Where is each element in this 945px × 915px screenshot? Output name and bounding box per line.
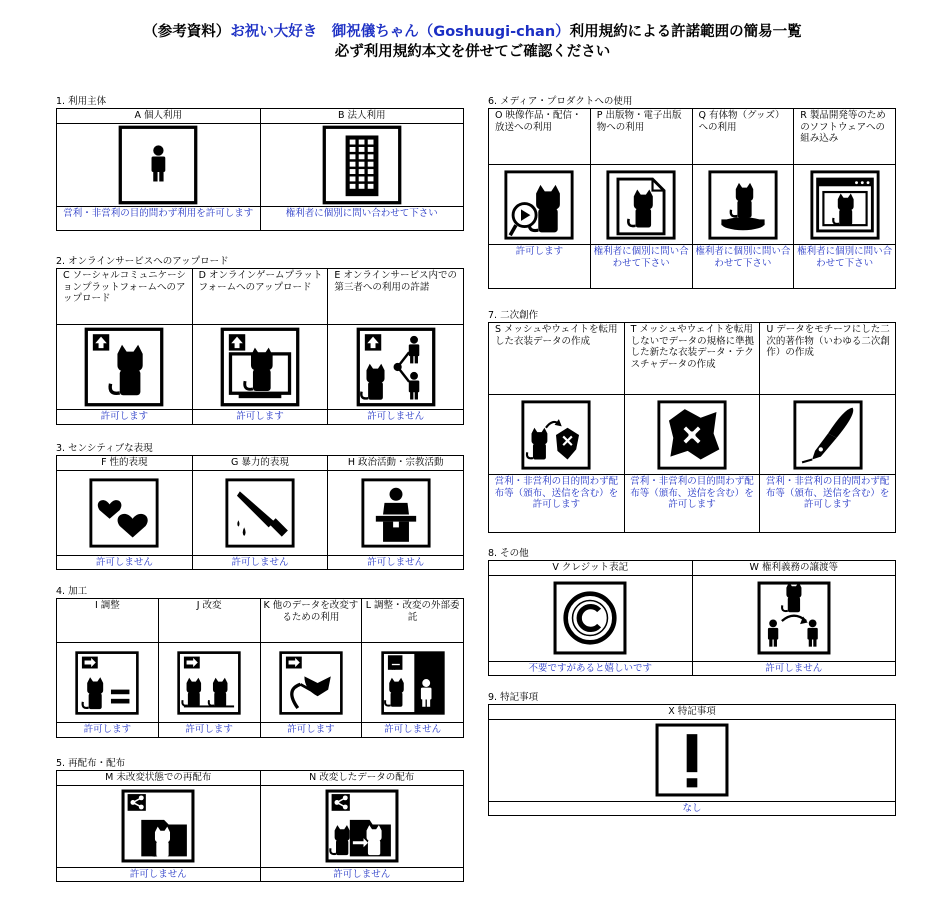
item-label: M 未改変状態での再配布 — [105, 772, 212, 783]
item-label-cell — [489, 705, 896, 720]
section-s3 — [56, 443, 464, 570]
item-icon-cell — [260, 643, 362, 723]
item-label-cell — [260, 599, 362, 643]
copyright-icon — [552, 580, 628, 656]
item-icon-cell — [794, 165, 896, 245]
item-label-cell — [489, 323, 625, 395]
goods-icon — [707, 169, 779, 241]
item-icon-cell — [489, 395, 625, 475]
item-icon-cell — [328, 470, 464, 555]
item-label: V クレジット表記 — [552, 562, 629, 573]
item-label-cell — [57, 599, 159, 643]
item-icon-cell — [489, 575, 693, 661]
license-table — [488, 322, 896, 533]
section-s8 — [488, 548, 896, 676]
item-label-cell — [328, 269, 464, 325]
upload-avatar-icon — [83, 326, 165, 408]
item-label-cell — [489, 109, 591, 165]
adjust-icon — [74, 650, 140, 716]
item-status: 許可しません — [57, 555, 193, 570]
item-label-cell — [158, 599, 260, 643]
podium-icon — [360, 477, 432, 549]
item-icon-cell — [489, 165, 591, 245]
license-table — [56, 268, 464, 425]
item-status: 不要ですがあると嬉しいです — [489, 661, 693, 676]
item-icon-cell — [590, 165, 692, 245]
section-s7 — [488, 310, 896, 533]
item-label-cell — [328, 456, 464, 471]
item-icon-cell — [57, 643, 159, 723]
item-status: 権利者に個別に問い合わせて下さい — [794, 245, 896, 289]
item-label: K 他のデータを改変するための利用 — [263, 600, 359, 623]
item-status: 営利・非営利の目的問わず配布等（頒布、送信を含む）を許可します — [624, 475, 760, 533]
item-icon-cell — [489, 719, 896, 801]
item-status: 権利者に個別に問い合わせて下さい — [590, 245, 692, 289]
item-icon-cell — [362, 643, 464, 723]
item-label-cell — [760, 323, 896, 395]
item-status: 許可しません — [692, 661, 896, 676]
item-label: B 法人利用 — [337, 110, 386, 121]
item-icon-cell — [692, 165, 794, 245]
item-label-cell — [57, 109, 261, 124]
license-table — [488, 704, 896, 816]
section-s1 — [56, 96, 464, 231]
item-status: 営利・非営利の目的問わず利用を許可します — [57, 206, 261, 230]
item-icon-cell — [57, 785, 261, 867]
transfer-icon — [756, 580, 832, 656]
item-icon-cell — [624, 395, 760, 475]
item-label-cell — [590, 109, 692, 165]
license-table — [488, 560, 896, 676]
section-title: 4. 加工 — [56, 586, 88, 597]
item-status: なし — [489, 801, 896, 816]
item-icon-cell — [57, 470, 193, 555]
item-label: P 出版物・電子出版物への利用 — [596, 110, 682, 133]
item-label-cell — [57, 771, 261, 786]
section-title: 8. その他 — [488, 548, 529, 559]
item-icon-cell — [692, 575, 896, 661]
item-label: C ソーシャルコミュニケーションプラットフォームへのアップロード — [63, 270, 186, 304]
section-s6 — [488, 96, 896, 289]
item-label: R 製品開発等のためのソフトウェアへの組み込み — [800, 110, 886, 144]
item-status: 権利者に個別に問い合わせて下さい — [692, 245, 794, 289]
item-label: D オンラインゲームプラットフォームへのアップロード — [198, 270, 323, 293]
item-icon-cell — [158, 643, 260, 723]
building-icon — [321, 124, 403, 206]
item-icon-cell — [192, 325, 328, 410]
item-label: G 暴力的表現 — [231, 457, 289, 468]
item-status: 許可しません — [57, 867, 261, 882]
item-label: J 改変 — [196, 600, 222, 611]
redistribute-icon — [120, 788, 196, 864]
item-label-cell — [624, 323, 760, 395]
section-title: 3. センシティブな表現 — [56, 443, 153, 454]
license-table — [56, 770, 464, 882]
item-icon-cell — [57, 325, 193, 410]
item-status: 営利・非営利の目的問わず配布等（頒布、送信を含む）を許可します — [760, 475, 896, 533]
hearts-icon — [88, 477, 160, 549]
section-s5 — [56, 758, 464, 882]
item-status: 許可します — [192, 410, 328, 425]
upload-share-icon — [355, 326, 437, 408]
costume-icon — [520, 399, 592, 471]
distribute-modified-icon — [324, 788, 400, 864]
section-title: 6. メディア・プロダクトへの使用 — [488, 96, 633, 107]
item-label: I 調整 — [94, 600, 120, 611]
software-icon — [809, 169, 881, 241]
page-header — [0, 22, 945, 62]
section-s4 — [56, 586, 464, 738]
item-status: 許可しません — [260, 867, 464, 882]
item-label: Q 有体物（グッズ）への利用 — [698, 110, 785, 133]
item-label: F 性的表現 — [101, 457, 148, 468]
item-label-cell — [260, 771, 464, 786]
item-status: 許可します — [57, 723, 159, 738]
section-title: 2. オンラインサービスへのアップロード — [56, 256, 229, 267]
item-icon-cell — [328, 325, 464, 410]
license-table — [56, 598, 464, 738]
texture-icon — [656, 399, 728, 471]
character-name: お祝い大好き 御祝儀ちゃん（Goshuugi-chan） — [230, 24, 570, 40]
section-s2 — [56, 256, 464, 425]
license-table — [56, 455, 464, 570]
section-title: 5. 再配布・配布 — [56, 758, 126, 769]
section-title: 7. 二次創作 — [488, 310, 539, 321]
item-status: 許可します — [489, 245, 591, 289]
item-label: S メッシュやウェイトを転用した衣装データの作成 — [495, 324, 618, 347]
item-icon-cell — [192, 470, 328, 555]
item-status: 許可しません — [362, 723, 464, 738]
item-status: 営利・非営利の目的問わず配布等（頒布、送信を含む）を許可します — [489, 475, 625, 533]
item-icon-cell — [57, 123, 261, 206]
item-status: 許可しません — [328, 410, 464, 425]
item-icon-cell — [260, 785, 464, 867]
item-label-cell — [192, 456, 328, 471]
item-label: A 個人利用 — [134, 110, 183, 121]
pen-icon — [792, 399, 864, 471]
item-label: O 映像作品・配信・放送への利用 — [495, 110, 582, 133]
section-title: 9. 特記事項 — [488, 692, 539, 703]
item-label-cell — [260, 109, 464, 124]
exclamation-icon — [654, 722, 730, 798]
item-label: L 調整・改変の外部委託 — [365, 600, 460, 623]
item-label: W 権利義務の譲渡等 — [749, 562, 838, 573]
section-title: 1. 利用主体 — [56, 96, 107, 107]
item-status: 許可します — [158, 723, 260, 738]
modify-icon — [176, 650, 242, 716]
item-label: E オンラインサービス内での第三者への利用の許諾 — [334, 270, 458, 293]
header-line1: （参考資料）お祝い大好き 御祝儀ちゃん（Goshuugi-chan）利用規約による許諾範囲の簡易一覧 — [143, 24, 802, 40]
knife-icon — [224, 477, 296, 549]
item-label-cell — [692, 109, 794, 165]
publication-icon — [605, 169, 677, 241]
header-line2: 必ず利用規約本文を併せてご確認ください — [334, 44, 611, 60]
item-label-cell — [489, 561, 693, 576]
item-status: 許可します — [57, 410, 193, 425]
item-label-cell — [362, 599, 464, 643]
item-status: 権利者に個別に問い合わせて下さい — [260, 206, 464, 230]
modify-other-icon — [278, 650, 344, 716]
item-icon-cell — [260, 123, 464, 206]
item-label: H 政治活動・宗教活動 — [347, 457, 444, 468]
item-label: U データをモチーフにした二次的著作物（いわゆる二次創作）の作成 — [766, 324, 890, 358]
item-label-cell — [192, 269, 328, 325]
item-label-cell — [57, 456, 193, 471]
outsource-icon — [380, 650, 446, 716]
item-icon-cell — [760, 395, 896, 475]
license-table — [488, 108, 896, 289]
item-status: 許可しません — [192, 555, 328, 570]
item-label-cell — [794, 109, 896, 165]
item-label: N 改変したデータの配布 — [309, 772, 415, 783]
item-status: 許可しません — [328, 555, 464, 570]
item-label: T メッシュやウェイトを転用しないでデータの規格に準拠した新たな衣装データ・テクスチャデータの作成 — [630, 324, 755, 370]
video-icon — [503, 169, 575, 241]
upload-game-icon — [219, 326, 301, 408]
item-status: 許可します — [260, 723, 362, 738]
section-s9 — [488, 692, 896, 816]
person-icon — [117, 124, 199, 206]
item-label-cell — [57, 269, 193, 325]
item-label-cell — [692, 561, 896, 576]
license-table — [56, 108, 464, 231]
item-label: X 特記事項 — [668, 706, 716, 717]
